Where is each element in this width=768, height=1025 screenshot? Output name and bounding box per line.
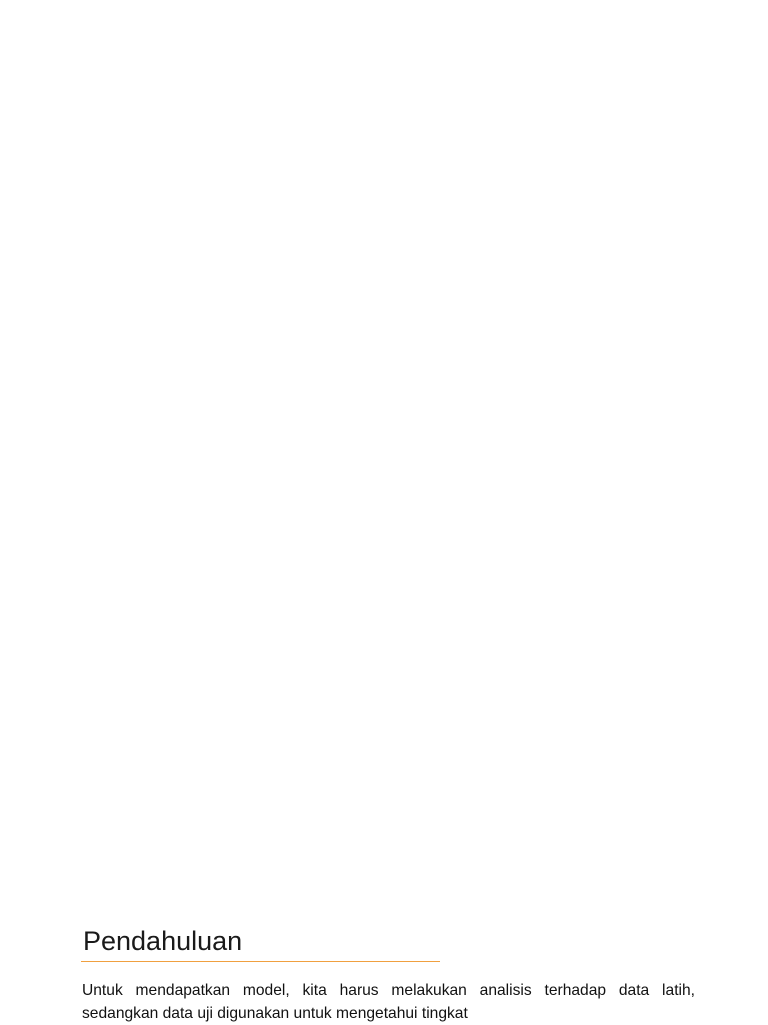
section-underline [81, 961, 440, 962]
paragraph: Untuk mendapatkan model, kita harus melakukan analisis terhadap data latih, sedangkan data uji digunakan untuk mengetahui tingkat [82, 982, 695, 1023]
section-title: Pendahuluan [83, 926, 243, 956]
